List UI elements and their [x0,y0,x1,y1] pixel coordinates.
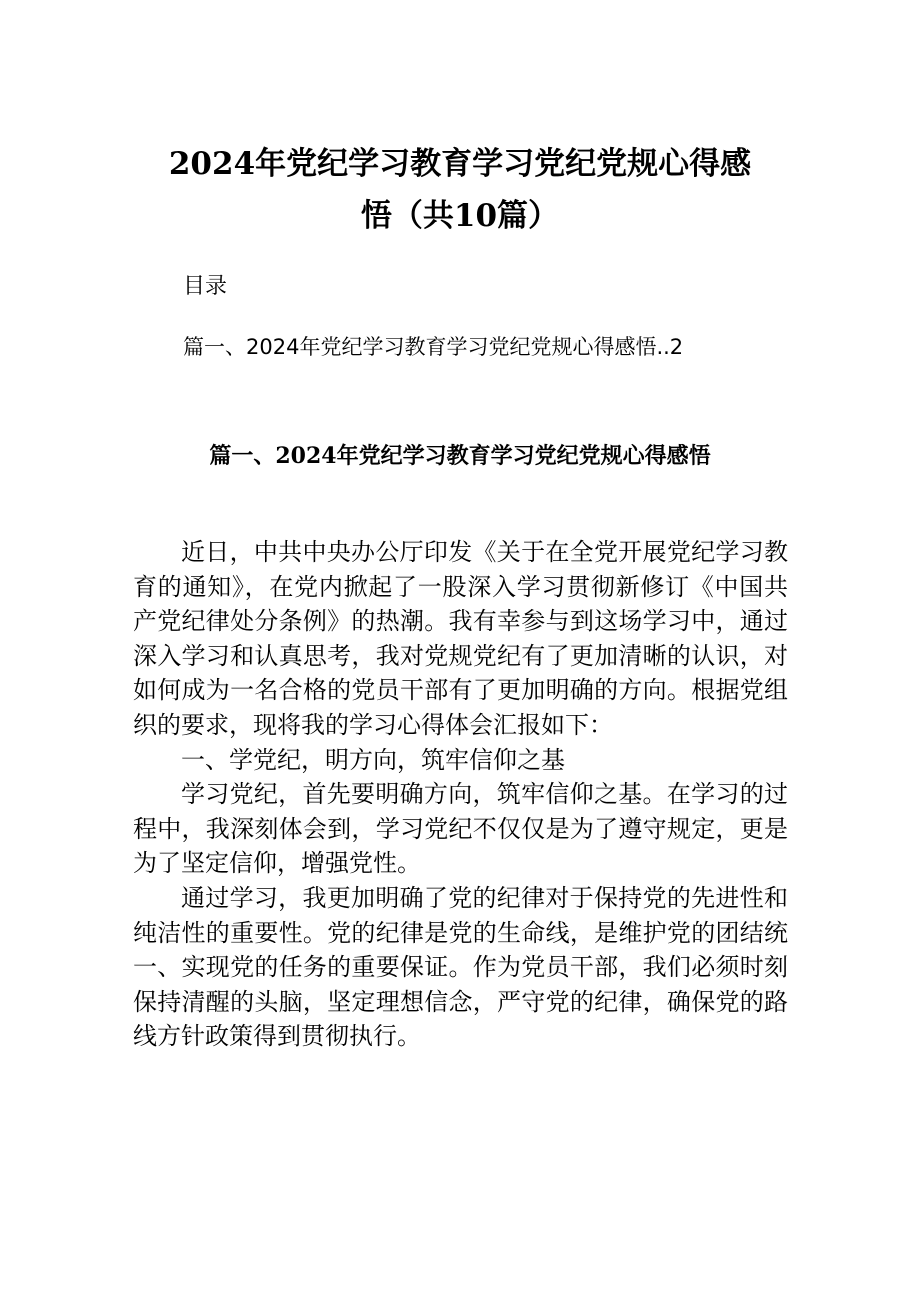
paragraph: 通过学习，我更加明确了党的纪律对于保持党的先进性和纯洁性的重要性。党的纪律是党的生命线，是维护党的团结统一、实现党的任务的重要保证。作为党员干部，我们必须时刻保持清醒的头脑，坚定理想信念，严守党的纪律，确保党的路线方针政策得到贯彻执行。 [133,883,788,1051]
document-title [140,138,780,242]
body-text [133,535,788,1054]
document-title-line-1: 2024年党纪学习教育学习党纪党规心得感 [168,146,752,182]
paragraph: 学习党纪，首先要明确方向，筑牢信仰之基。在学习的过程中，我深刻体会到，学习党纪不仅仅是为了遵守规定，更是为了坚定信仰，增强党性。 [133,780,788,878]
subheading: 一、学党纪，明方向，筑牢信仰之基 [181,745,565,774]
paragraph: 近日，中共中央办公厅印发《关于在全党开展党纪学习教育的通知》，在党内掀起了一股深入学习贯彻新修订《中国共产党纪律处分条例》的热潮。我有幸参与到这场学习中，通过深入学习和认真思考，我对党规党纪有了更加清晰的认识，对如何成为一名合格的党员干部有了更加明确的方向。根据党组织的要求，现将我的学习心得体会汇报如下： [133,538,788,739]
toc-heading: 目录 [183,274,228,299]
section-heading: 篇一、2024年党纪学习教育学习党纪党规心得感悟 [209,443,711,469]
document-title-line-2: 悟（共10篇） [360,198,560,234]
toc-entry[interactable]: 篇一、2024年党纪学习教育学习党纪党规心得感悟..2 [183,335,684,359]
